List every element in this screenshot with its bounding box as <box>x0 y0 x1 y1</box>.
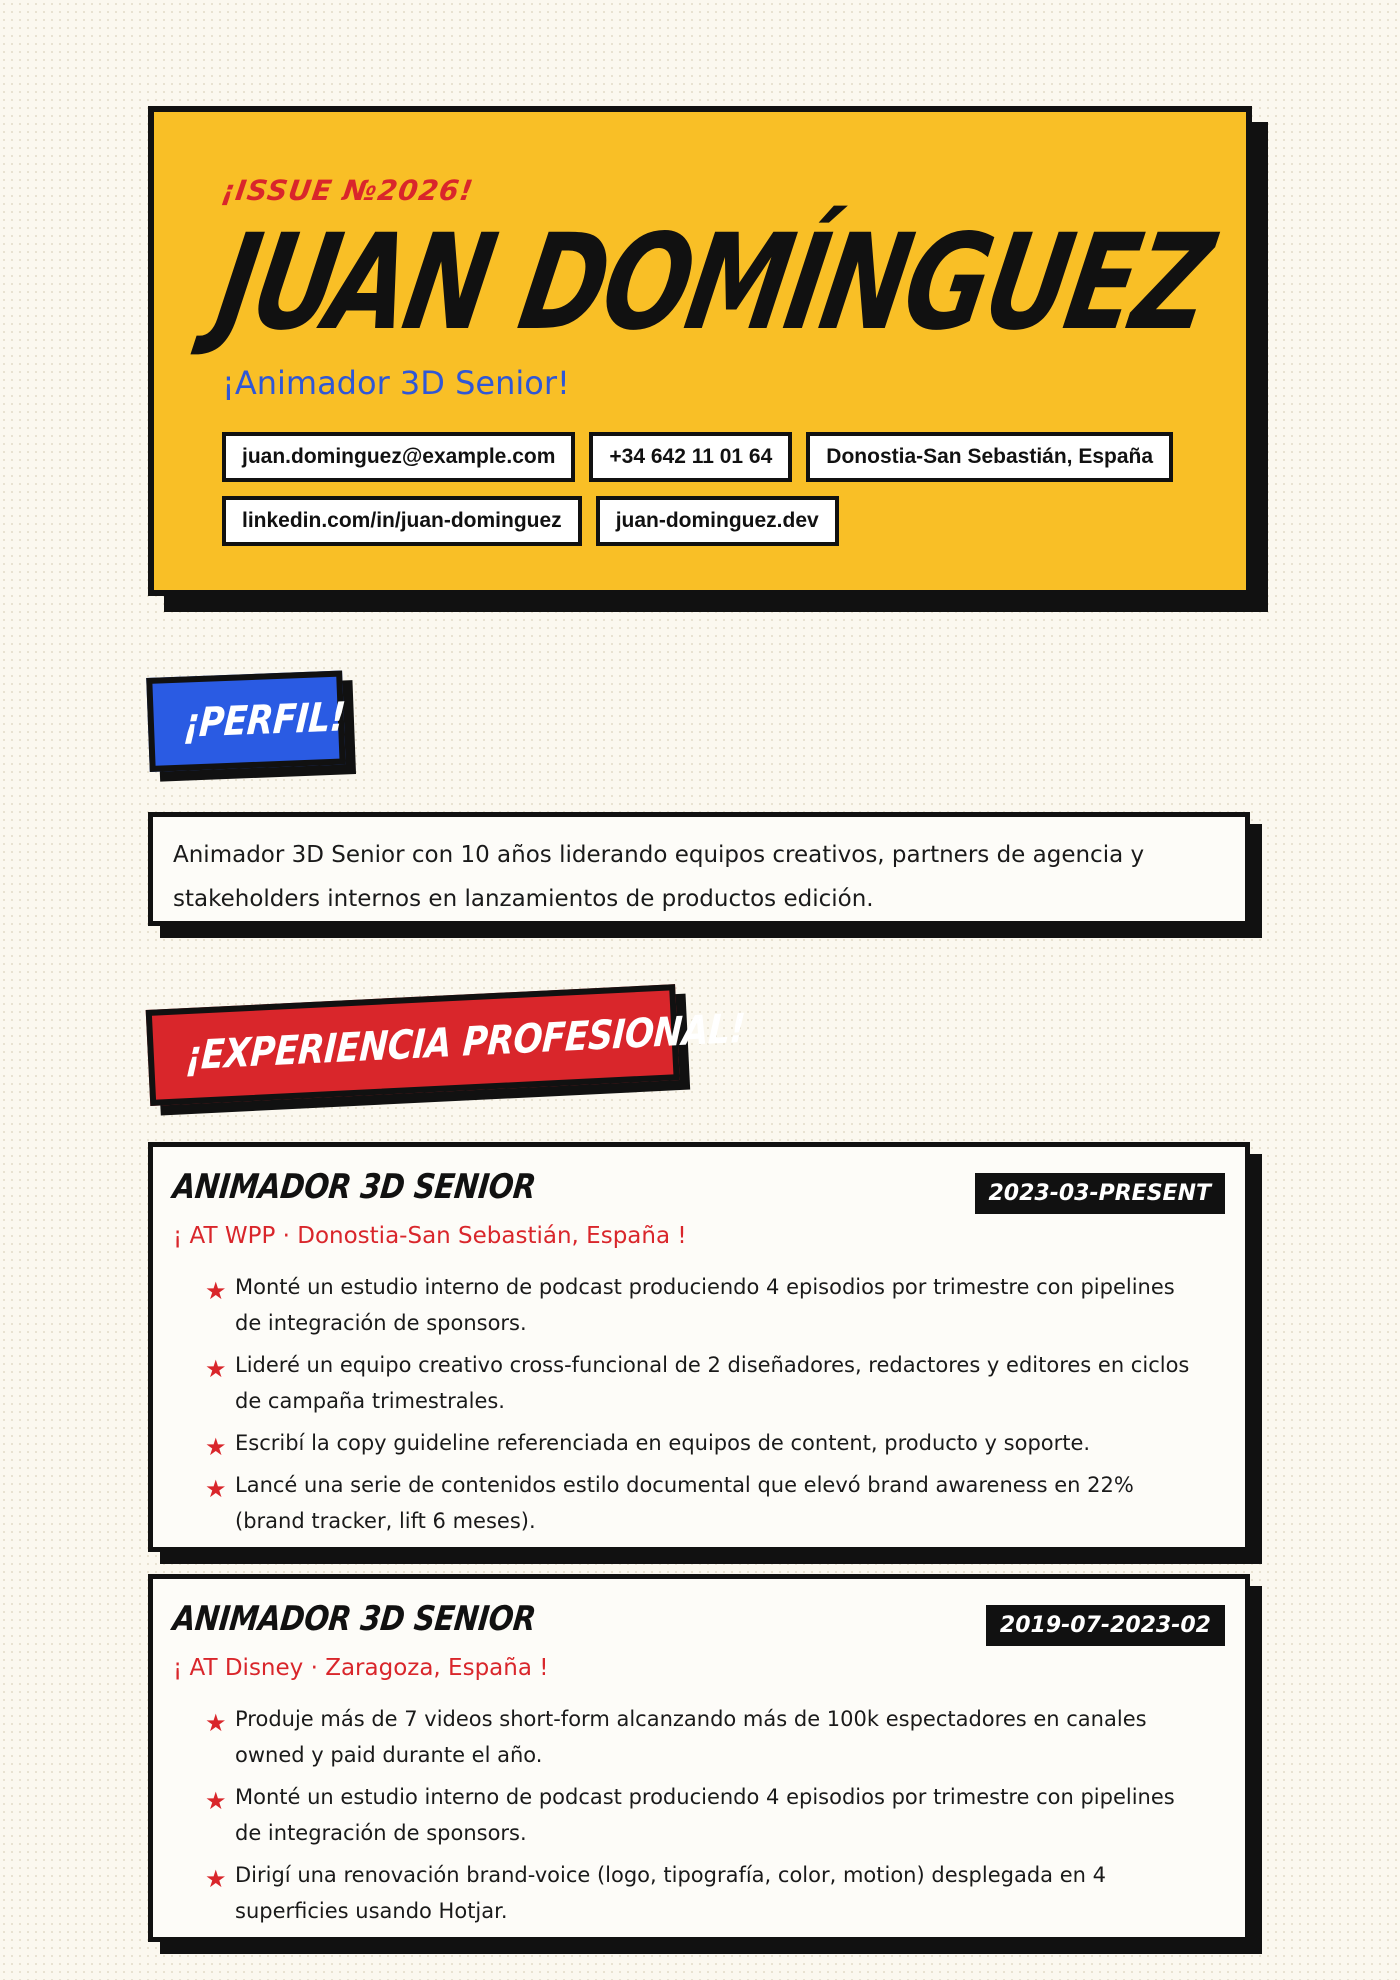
job-title-tagline: ¡Animador 3D Senior! <box>222 364 570 402</box>
job-bullet <box>205 1857 1205 1929</box>
profile-summary: Animador 3D Senior con 10 años liderando equipos creativos, partners de agencia y stakeholders internos en lanzamientos de productos edición. <box>173 842 1145 912</box>
job-bullet-text: Monté un estudio interno de podcast produciendo 4 episodios por trimestre con pipelines de integración de sponsors. <box>235 1275 1175 1335</box>
job-bullet-text: Dirigí una renovación brand-voice (logo, tipografía, color, motion) desplegada en 4 superficies usando Hotjar. <box>235 1863 1106 1923</box>
job-bullet <box>205 1779 1205 1851</box>
contact-phone[interactable]: +34 642 11 01 64 <box>589 432 792 482</box>
job-bullet <box>205 1467 1205 1539</box>
star-icon: ★ <box>205 1355 227 1383</box>
star-icon: ★ <box>205 1475 227 1503</box>
candidate-name: JUAN DOMÍNGUEZ <box>206 206 1221 360</box>
experience-entry <box>148 1574 1250 1942</box>
star-icon: ★ <box>205 1277 227 1305</box>
job-bullet <box>205 1347 1205 1419</box>
contact-list <box>222 432 1202 546</box>
job-title: ANIMADOR 3D SENIOR <box>170 1167 538 1207</box>
contact-website[interactable]: juan-dominguez.dev <box>596 496 839 546</box>
job-bullet-text: Lancé una serie de contenidos estilo documental que elevó brand awareness en 22% (brand tracker, lift 6 meses). <box>235 1473 1134 1533</box>
job-company-line: ¡ AT WPP · Donostia-San Sebastián, España ! <box>173 1223 687 1249</box>
experience-entry <box>148 1142 1250 1552</box>
job-dates-badge: 2019-07-2023-02 <box>986 1605 1225 1646</box>
experience-section-heading <box>146 984 747 1106</box>
job-bullet-text: Escribí la copy guideline referenciada en equipos de content, producto y soporte. <box>235 1431 1091 1455</box>
star-icon: ★ <box>205 1433 227 1461</box>
profile-section-heading <box>146 671 345 772</box>
job-title: ANIMADOR 3D SENIOR <box>170 1599 538 1639</box>
profile-heading-label: ¡PERFIL! <box>182 694 347 747</box>
job-company-line: ¡ AT Disney · Zaragoza, España ! <box>173 1655 549 1681</box>
job-bullet-list <box>205 1269 1205 1545</box>
job-bullet <box>205 1701 1205 1773</box>
profile-panel <box>148 812 1250 926</box>
experience-heading-label: ¡EXPERIENCIA PROFESIONAL! <box>184 1005 747 1080</box>
job-bullet-list <box>205 1701 1205 1935</box>
contact-location: Donostia-San Sebastián, España <box>806 432 1173 482</box>
header-panel <box>148 106 1252 596</box>
job-bullet-text: Lideré un equipo creativo cross-funcional de 2 diseñadores, redactores y editores en ciclos de campaña trimestrales. <box>235 1353 1190 1413</box>
job-bullet <box>205 1269 1205 1341</box>
contact-email[interactable]: juan.dominguez@example.com <box>222 432 575 482</box>
star-icon: ★ <box>205 1709 227 1737</box>
contact-linkedin[interactable]: linkedin.com/in/juan-dominguez <box>222 496 582 546</box>
star-icon: ★ <box>205 1865 227 1893</box>
star-icon: ★ <box>205 1787 227 1815</box>
job-dates-badge: 2023-03-PRESENT <box>975 1173 1226 1214</box>
issue-label: ¡ISSUE №2026! <box>219 174 476 207</box>
job-bullet <box>205 1425 1205 1461</box>
job-bullet-text: Monté un estudio interno de podcast produciendo 4 episodios por trimestre con pipelines de integración de sponsors. <box>235 1785 1175 1845</box>
job-bullet-text: Produje más de 7 videos short-form alcanzando más de 100k espectadores en canales owned y paid durante el año. <box>235 1707 1147 1767</box>
